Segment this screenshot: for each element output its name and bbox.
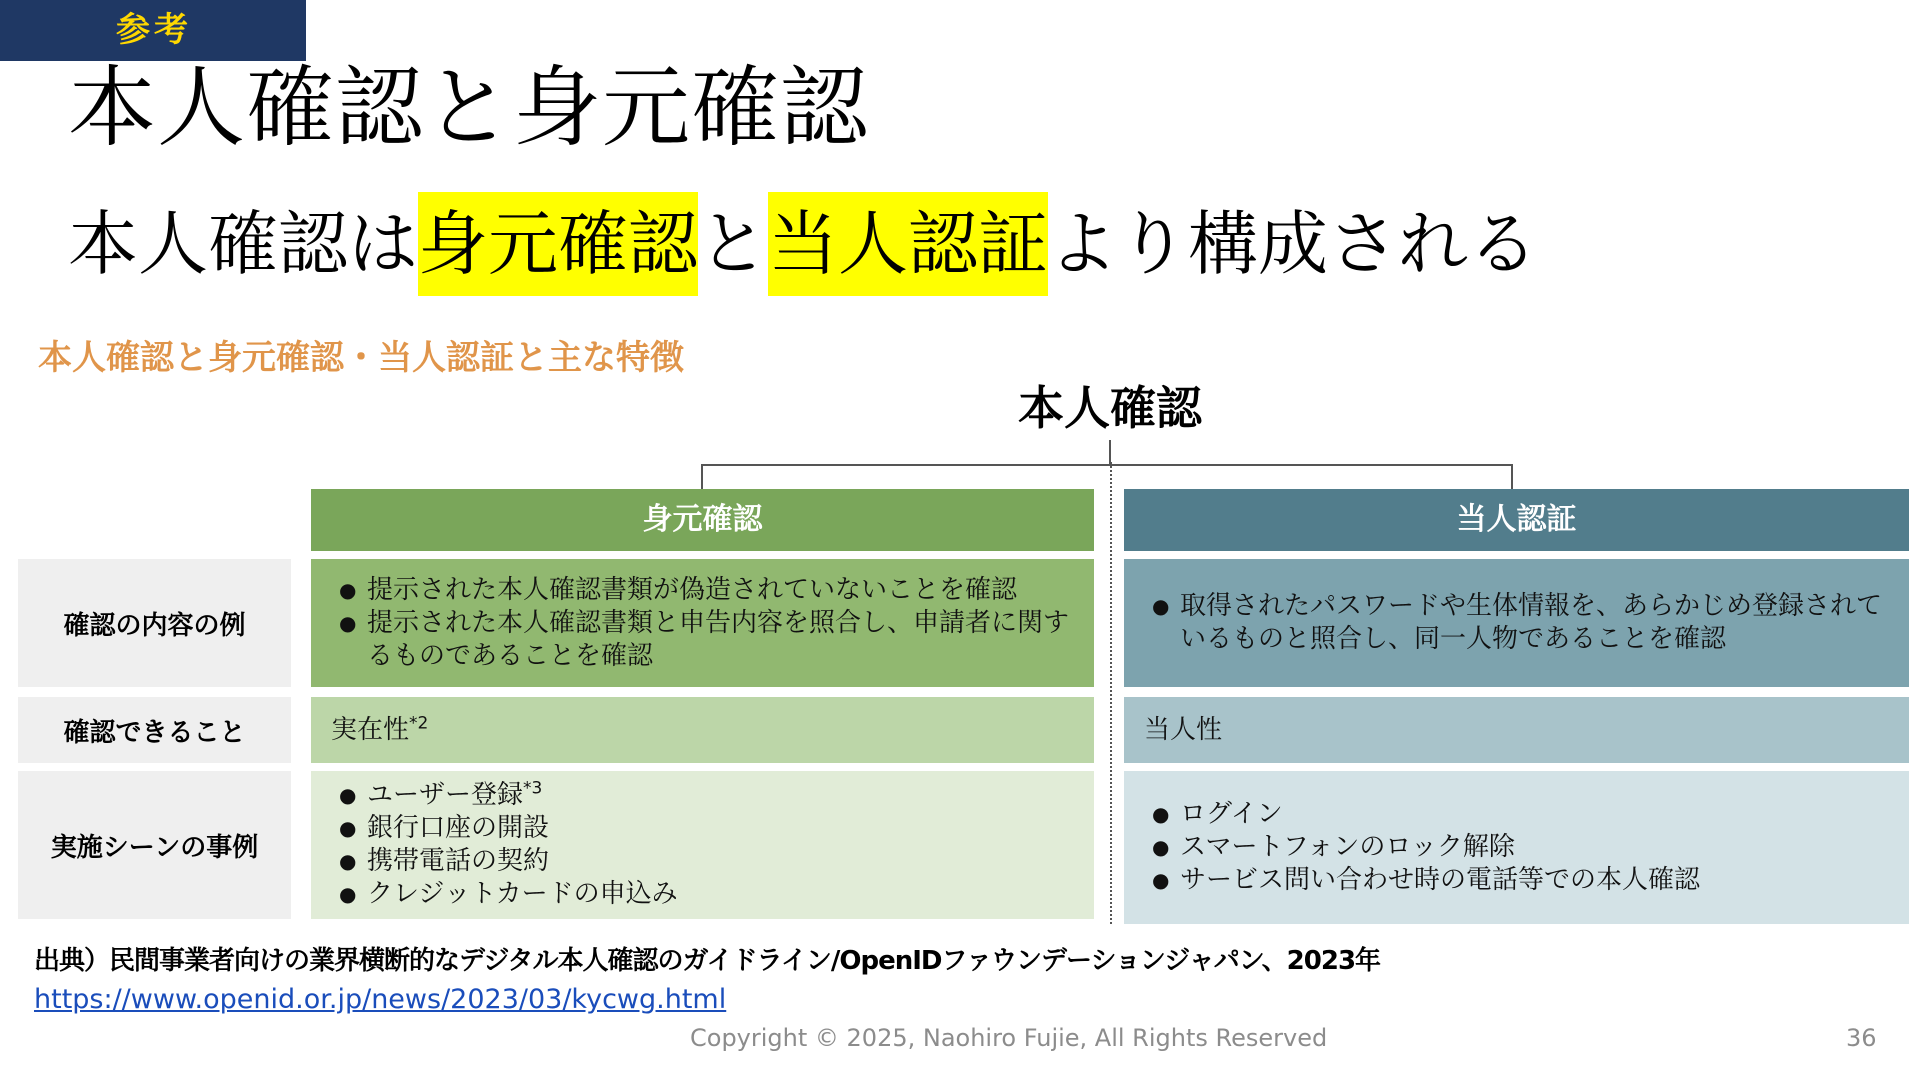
verifiable-identity: 当人性 [1144, 714, 1223, 745]
lead-text-2: と [698, 203, 768, 285]
list-item: ● ユーザー登録$^{*3}$ [331, 779, 1070, 812]
connector-root-stem [1109, 440, 1111, 464]
row-label-verifiable: 確認できること [18, 697, 291, 763]
list-item: ● 提示された本人確認書類と申告内容を照合し、申請者に関するものであることを確認 [331, 607, 1070, 673]
list-item: ● クレジットカードの申込み [331, 878, 1070, 911]
list-item: ● スマートフォンのロック解除 [1144, 831, 1885, 864]
lead-text-3: より構成される [1048, 203, 1538, 285]
column-divider [1110, 462, 1112, 924]
row-label-use-cases: 実施シーンの事例 [18, 771, 291, 919]
column-header-identity-proofing: 身元確認 [311, 489, 1094, 551]
verifiable-existence: 実在性 [331, 714, 410, 745]
cell-authentication-content [1124, 559, 1909, 687]
connector-horizontal [702, 464, 1512, 466]
reference-tag: 参考 [0, 0, 306, 61]
footnote-ref: *3 [523, 778, 543, 799]
list-item: ● サービス問い合わせ時の電話等での本人確認 [1144, 864, 1885, 897]
page-title: 本人確認と身元確認 [68, 56, 870, 159]
source-link[interactable]: https://www.openid.or.jp/news/2023/03/kycwg.html [34, 984, 727, 1015]
page-number: 36 [1846, 1024, 1877, 1052]
cell-authentication-verifiable [1124, 697, 1909, 763]
list-item: ● 銀行口座の開設 [331, 812, 1070, 845]
cell-authentication-use-cases [1124, 771, 1909, 924]
lead-highlight-identity-proofing: 身元確認 [418, 192, 698, 296]
row-label-content-examples: 確認の内容の例 [18, 559, 291, 687]
list-item: ● 携帯電話の契約 [331, 845, 1070, 878]
connector-left-drop [701, 464, 703, 489]
lead-highlight-authentication: 当人認証 [768, 192, 1048, 296]
diagram-root-label: 本人確認 [1018, 381, 1202, 435]
cell-identity-proofing-use-cases [311, 771, 1094, 919]
cell-identity-proofing-verifiable [311, 697, 1094, 763]
column-header-authentication: 当人認証 [1124, 489, 1909, 551]
source-citation: 出典）民間事業者向けの業界横断的なデジタル本人確認のガイドライン/OpenIDファウンデーションジャパン、2023年 [34, 946, 1381, 976]
list-item: ● 提示された本人確認書類が偽造されていないことを確認 [331, 574, 1070, 607]
diagram-subheading: 本人確認と身元確認・当人認証と主な特徴 [38, 338, 684, 378]
list-item: ● 取得されたパスワードや生体情報を、あらかじめ登録されているものと照合し、同一人物であることを確認 [1144, 590, 1885, 656]
copyright-notice: Copyright © 2025, Naohiro Fujie, All Rights Reserved [690, 1024, 1328, 1052]
connector-right-drop [1511, 464, 1513, 489]
cell-identity-proofing-content [311, 559, 1094, 687]
list-item: ● ログイン [1144, 798, 1885, 831]
lead-statement [68, 192, 1538, 296]
lead-text-1: 本人確認は [68, 203, 418, 285]
footnote-ref: *2 [409, 712, 429, 733]
